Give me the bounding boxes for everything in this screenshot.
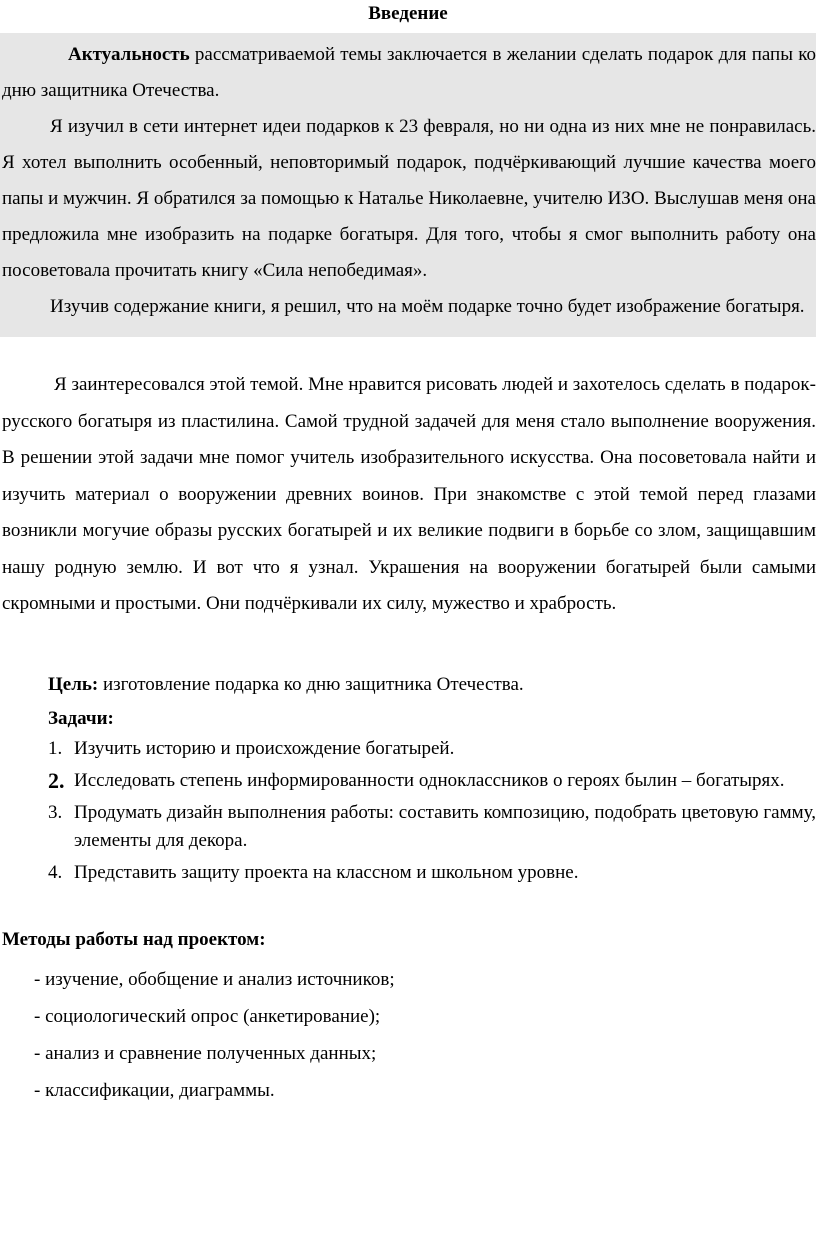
methods-list <box>0 961 816 1109</box>
relevance-text: рассматриваемой темы заключается в желании сделать подарок для папы ко дню защитника Отечества. <box>2 44 816 101</box>
goal-line <box>0 667 816 703</box>
goal-label: Цель: <box>48 673 99 695</box>
task-number: 2. <box>48 767 65 793</box>
tasks-label: Задачи: <box>48 707 114 729</box>
task-number: 3. <box>48 801 63 823</box>
task-number: 1. <box>48 737 63 759</box>
task-text: Исследовать степень информированности одноклассников о героях былин – богатырях. <box>74 769 785 791</box>
relevance-label: Актуальность <box>68 44 190 65</box>
task-text: Изучить историю и происхождение богатырей. <box>74 737 455 759</box>
method-item: - анализ и сравнение полученных данных; <box>34 1042 377 1064</box>
goal-text: изготовление подарка ко дню защитника Отечества. <box>98 673 524 695</box>
task-text: Продумать дизайн выполнения работы: составить композицию, подобрать цветовую гамму, элементы для декора. <box>74 801 816 851</box>
intro-paragraph-1 <box>0 37 816 109</box>
intro-shaded-block <box>0 33 816 337</box>
body-block <box>0 367 816 623</box>
page-title: Введение <box>368 3 448 24</box>
task-number: 4. <box>48 861 63 883</box>
tasks-list <box>0 735 816 887</box>
task-item <box>48 735 816 763</box>
intro-paragraph-3: Изучив содержание книги, я решил, что на моём подарке точно будет изображение богатыря. <box>50 296 805 317</box>
task-item <box>48 767 816 795</box>
task-text: Представить защиту проекта на классном и школьном уровне. <box>74 861 579 883</box>
method-item: - классификации, диаграммы. <box>34 1079 275 1101</box>
methods-label: Методы работы над проектом: <box>2 928 266 950</box>
task-item <box>48 859 816 887</box>
task-item <box>48 799 816 855</box>
method-item: - изучение, обобщение и анализ источников; <box>34 968 395 990</box>
method-item: - социологический опрос (анкетирование); <box>34 1005 381 1027</box>
intro-paragraph-2: Я изучил в сети интернет идеи подарков к 23 февраля, но ни одна из них мне не понравилась. Я хотел выполнить особенный, неповторимый подарок, подчёркивающий лучшие качества моего папы и мужчин. Я обратился за помощью к Наталье Николаевне, учителю ИЗО. Выслушав меня она предложила мне изобразить на подарке богатыря. Для того, чтобы я смог выполнить работу она посоветовала прочитать книгу «Сила непобедимая». <box>2 116 816 281</box>
body-paragraph: Я заинтересовался этой темой. Мне нравится рисовать людей и захотелось сделать в подарок- русского богатыря из пластилина. Самой трудной задачей для меня стало выполнение вооружения. В решении этой задачи мне помог учитель изобразительного искусства. Она посоветовала найти и изучить материал о вооружении древних воинов. При знакомстве с этой темой перед глазами возникли могучие образы русских богатырей и их великие подвиги в борьбе со злом, защищавшим нашу родную землю. И вот что я узнал. Украшения на вооружении богатырей были самыми скромными и простыми. Они подчёркивали их силу, мужество и храбрость. <box>2 374 816 614</box>
